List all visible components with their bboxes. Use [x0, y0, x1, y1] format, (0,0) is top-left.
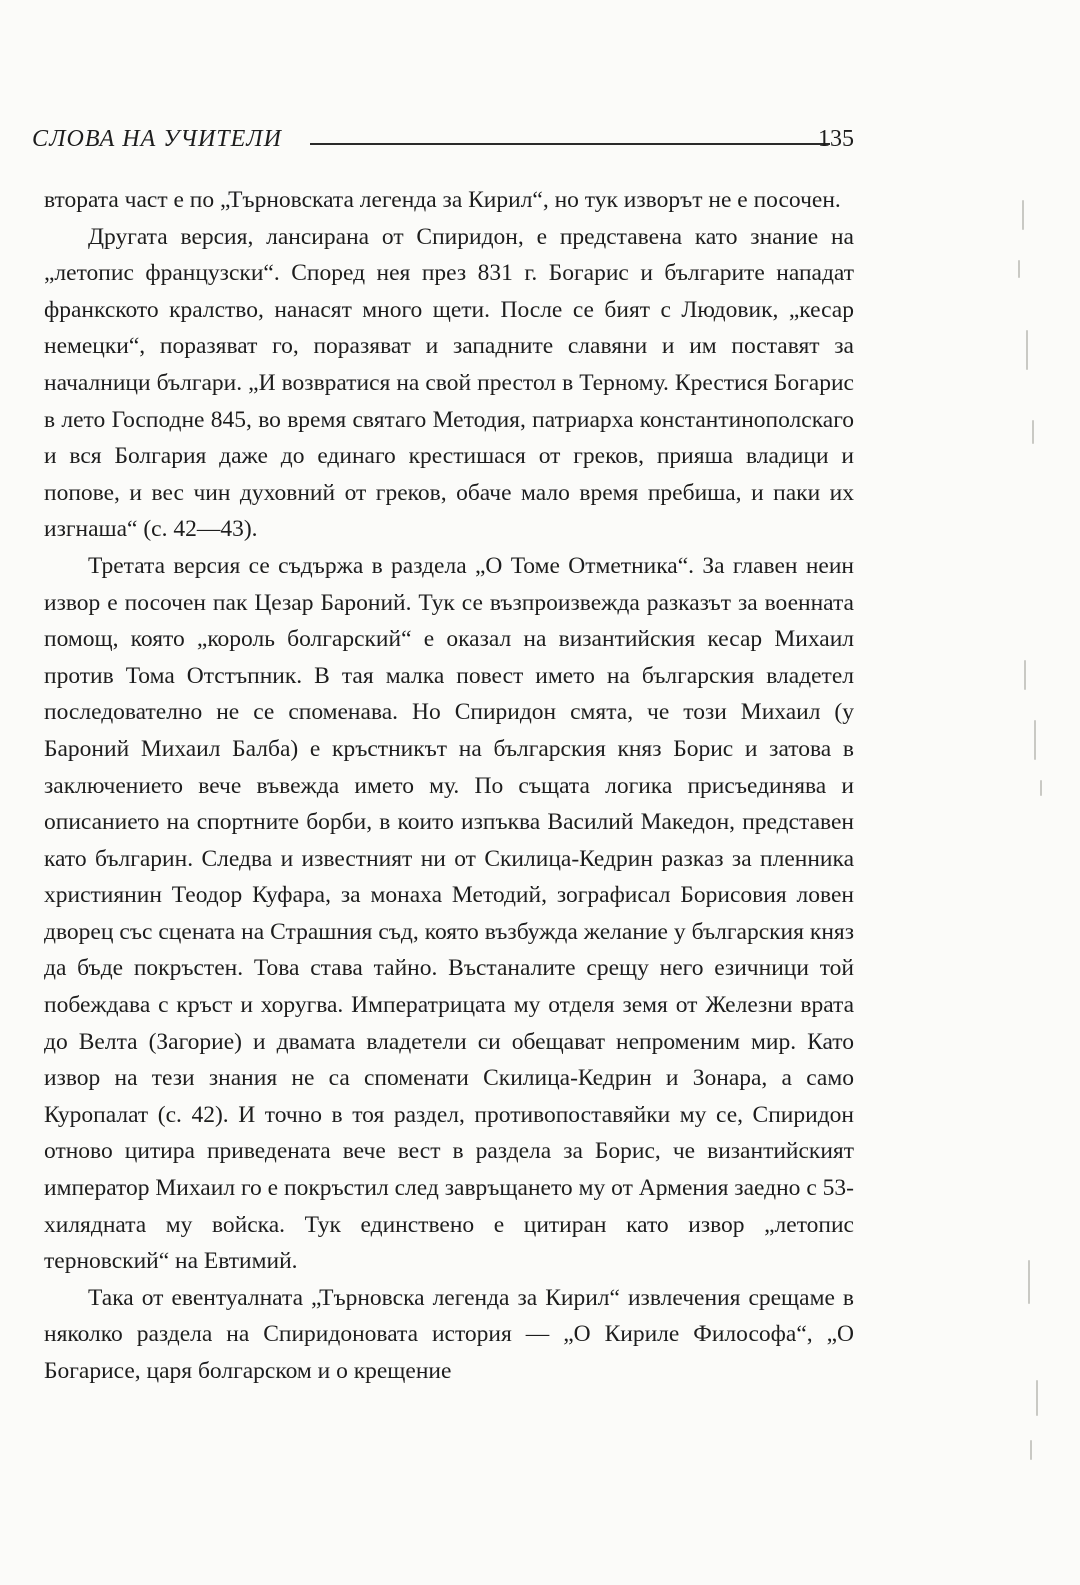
- paragraph-2: Другата версия, лансирана от Спиридон, е представена като знание на „летопис французски“. Според нея през 831 г. Богарис и българите нападат франкското кралство, нанасят много щети. После се бият с Людовик, „кесар немецки“, поразяват го, поразяват и западните славяни и им поставят за началници българи. „И возвратися на свой престол в Терному. Крестися Богарис в лето Господне 845, во время святаго Методия, патриарха константинополскаго и вся Болгария даже до единаго крестишася от греков, прияша владици и попове, и вес чин духовний от греков, обаче мало время пребиша, и паки их изгнаша“ (с. 42—43).: [44, 223, 854, 543]
- scan-speck: [1018, 260, 1020, 278]
- page-header: [32, 124, 854, 164]
- scan-speck: [1032, 420, 1034, 444]
- scan-speck: [1034, 720, 1036, 760]
- scan-speck: [1026, 330, 1028, 370]
- header-rule: [310, 143, 830, 145]
- body-text: [44, 182, 854, 1390]
- scan-speck: [1040, 780, 1042, 796]
- scan-speck: [1024, 660, 1026, 690]
- paragraph-3: Третата версия се съдържа в раздела „О Томе Отметника“. За главен неин извор е посочен пак Цезар Бароний. Тук се възпроизвежда разказът за военната помощ, която „король болгарский“ е оказал на византийския кесар Михаил против Тома Отстъпник. В тая малка повест името на българския владетел последователно не се споменава. Но Спиридон смята, че този Михаил (у Бароний Михаил Балба) е кръстникът на българския княз Борис и затова в заключението вече въвежда името му. По същата логика присъединява и описанието на спортните борби, в които изпъква Василий Македон, представен като българин. Следва и известният ни от Скилица-Кедрин разказ за пленника християнин Теодор Куфара, за монаха Методий, зографисал Борисовия ловен дворец със сцената на Страшния съд, която възбужда желание у българския княз да бъде покръстен. Това става тайно. Въстаналите срещу него езичници той побеждава с кръст и хоругва. Императрицата му отделя земя от Железни врата до Велта (Загорие) и двамата владетели си обещават непроменим мир. Като извор на тези знания не са споменати Скилица-Кедрин и Зонара, а само Куропалат (с. 42). И точно в тоя раздел, противопоставяйки му се, Спиридон отново цитира приведената вече вест в раздела за Борис, че византийският император Михаил го е покръстил след завръщането му от Армения заедно с 53-хилядната му войска. Тук единствено е цитиран като извор „летопис терновский“ на Евтимий.: [44, 552, 854, 1275]
- running-title: СЛОВА НА УЧИТЕЛИ: [32, 126, 282, 152]
- scan-speck: [1028, 1260, 1030, 1304]
- paragraph-1: втората част е по „Търновската легенда за Кирил“, но тук изворът не е посочен.: [44, 187, 841, 213]
- scan-speck: [1036, 1380, 1038, 1416]
- scan-speck: [1022, 200, 1024, 230]
- margin-scan-marks: [1010, 180, 1060, 1480]
- page-number: 135: [818, 126, 854, 152]
- paragraph-4: Така от евентуалната „Търновска легенда за Кирил“ извлечения срещаме в няколко раздела на Спиридоновата история — „О Кириле Философа“, „О Богарисе, царя болгарском и о крещение: [44, 1284, 854, 1384]
- scan-speck: [1030, 1440, 1032, 1460]
